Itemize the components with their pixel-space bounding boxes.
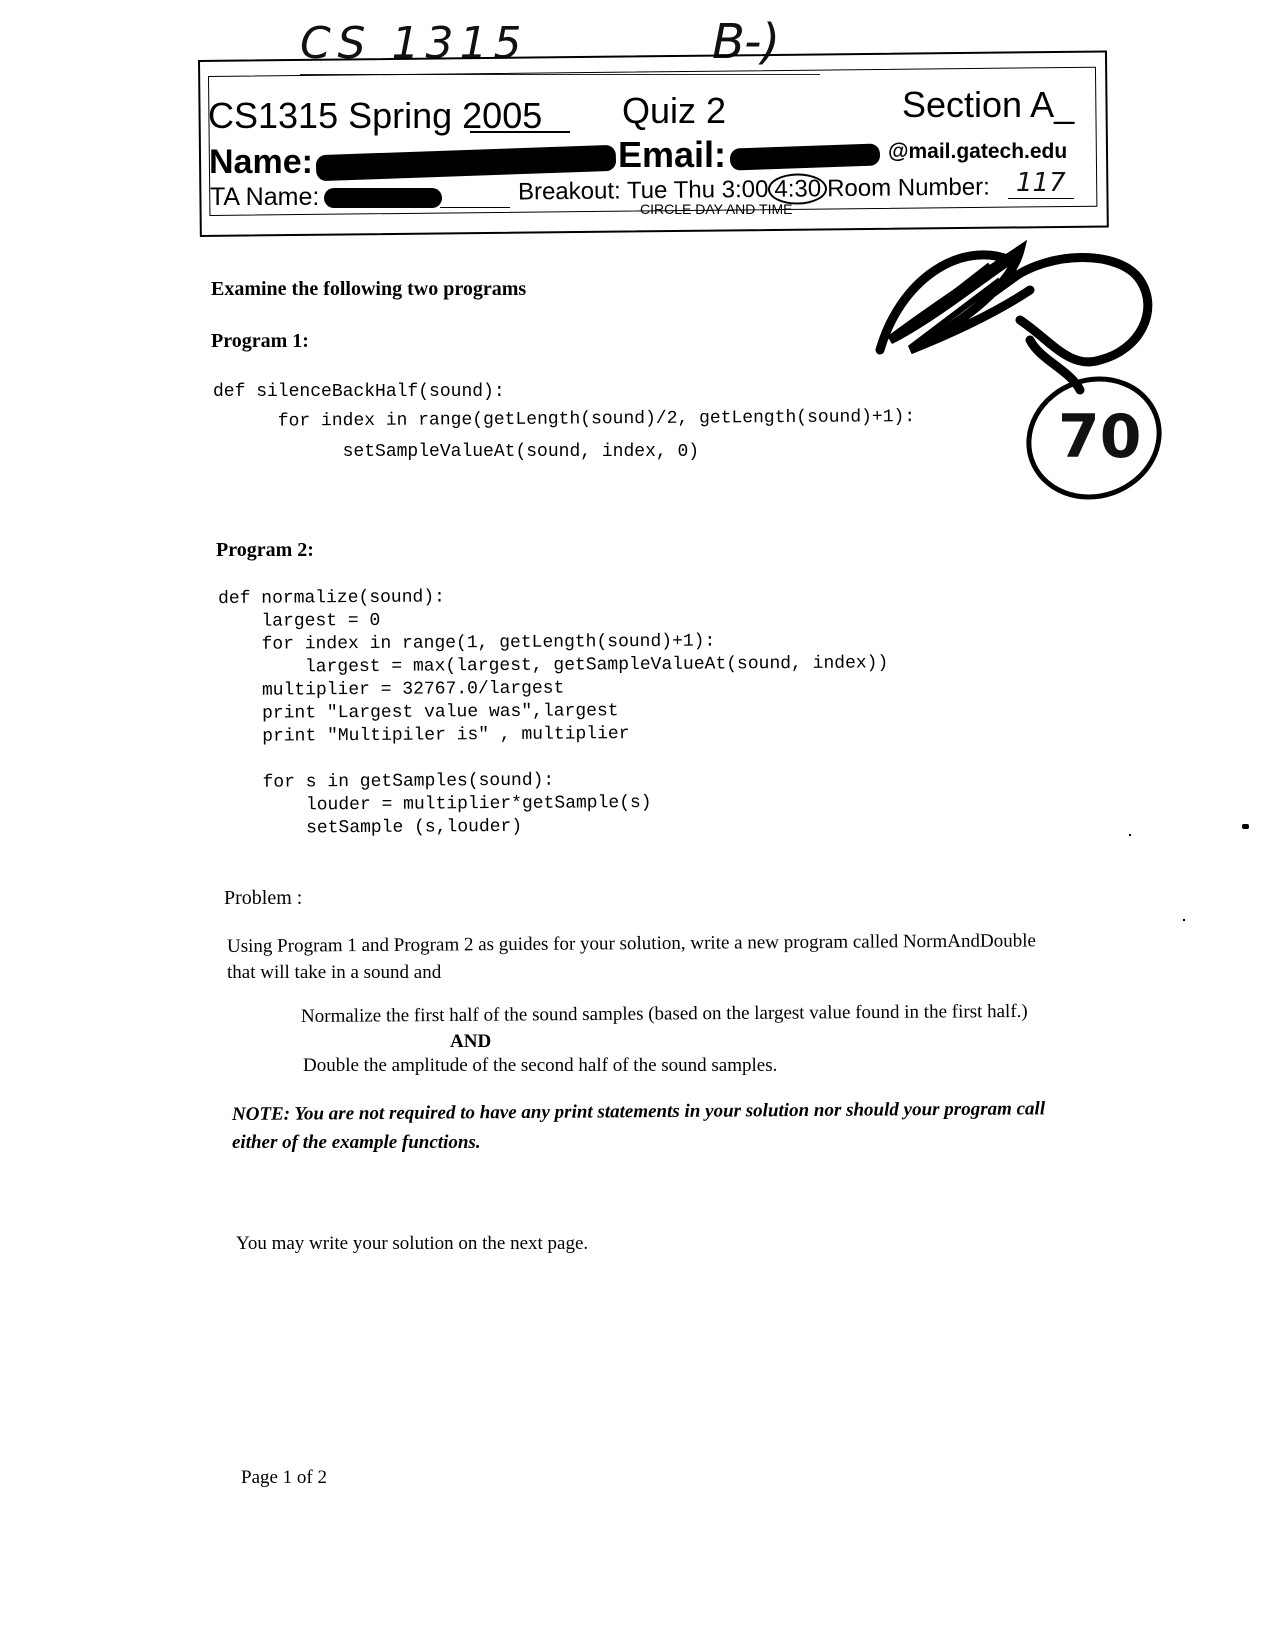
program2-code-line-7: print "Multipiler is" , multiplier	[218, 724, 630, 747]
program2-code	[218, 584, 889, 842]
name-label: Name:	[209, 143, 313, 181]
breakout-text: Breakout: Tue Thu 3:00	[517, 175, 769, 206]
score-number: 70	[1058, 402, 1142, 472]
room-number-value: 117	[1008, 168, 1074, 199]
breakout-circled-time: 4:30	[768, 173, 827, 205]
ta-name-label: TA Name:	[210, 183, 320, 211]
program1-heading: Program 1:	[211, 330, 309, 352]
ta-name-underline	[440, 207, 510, 208]
task-and: AND	[450, 1031, 492, 1052]
note-line-2: either of the example functions.	[232, 1132, 481, 1153]
program2-heading: Program 2:	[216, 539, 314, 561]
course-term-underline	[470, 131, 570, 133]
program2-code-line-4: largest = max(largest, getSampleValueAt(sound, index))	[218, 653, 889, 678]
program2-code-line-2: largest = 0	[218, 610, 381, 632]
handwritten-course: CS 1315	[300, 18, 528, 69]
problem-text-line-2: that will take in a sound and	[227, 962, 442, 983]
program2-code-line-3: for index in range(1, getLength(sound)+1):	[218, 631, 716, 655]
program1-code-line-1: def silenceBackHalf(sound):	[213, 382, 505, 402]
page-footer: Page 1 of 2	[241, 1467, 328, 1488]
email-domain: @mail.gatech.edu	[888, 140, 1068, 163]
course-term: CS1315 Spring 2005	[208, 95, 543, 136]
scribble-mark	[870, 220, 1170, 520]
task-normalize: Normalize the first half of the sound samples (based on the largest value found in the first half.)	[300, 1000, 1028, 1027]
task-double: Double the amplitude of the second half of the sound samples.	[303, 1055, 778, 1076]
quiz-number: Quiz 2	[622, 90, 727, 131]
program1-code-line-2: for index in range(getLength(sound)/2, getLength(sound)+1):	[212, 407, 916, 432]
program2-code-line-1: def normalize(sound):	[218, 587, 445, 609]
email-label: Email:	[618, 134, 727, 175]
note-line-1: NOTE: You are not required to have any print statements in your solution nor should your program call	[231, 1098, 1046, 1125]
ta-name-redaction	[324, 188, 442, 208]
program1-code-line-3: setSampleValueAt(sound, index, 0)	[213, 442, 700, 462]
intro-text: Examine the following two programs	[211, 278, 527, 300]
program2-code-line-5: multiplier = 32767.0/largest	[218, 678, 565, 701]
problem-text-line-1: Using Program 1 and Program 2 as guides for your solution, write a new program called NormAndDouble	[226, 930, 1036, 957]
program2-code-line-10: louder = multiplier*getSample(s)	[219, 792, 652, 816]
scan-speck	[1242, 824, 1249, 829]
scan-speck	[1183, 919, 1185, 921]
problem-heading: Problem :	[224, 887, 303, 909]
next-page-instruction: You may write your solution on the next page.	[236, 1233, 589, 1254]
circle-day-time-note: CIRCLE DAY AND TIME	[640, 201, 793, 217]
room-number-label: Room Number:	[826, 173, 990, 203]
handwritten-grade: B-)	[712, 14, 781, 70]
program2-code-line-9: for s in getSamples(sound):	[219, 770, 555, 793]
section-label: Section A_	[902, 84, 1075, 125]
program2-code-line-11: setSample (s,louder)	[219, 816, 523, 839]
program2-code-line-6: print "Largest value was",largest	[218, 701, 619, 724]
scan-speck	[1129, 834, 1131, 836]
